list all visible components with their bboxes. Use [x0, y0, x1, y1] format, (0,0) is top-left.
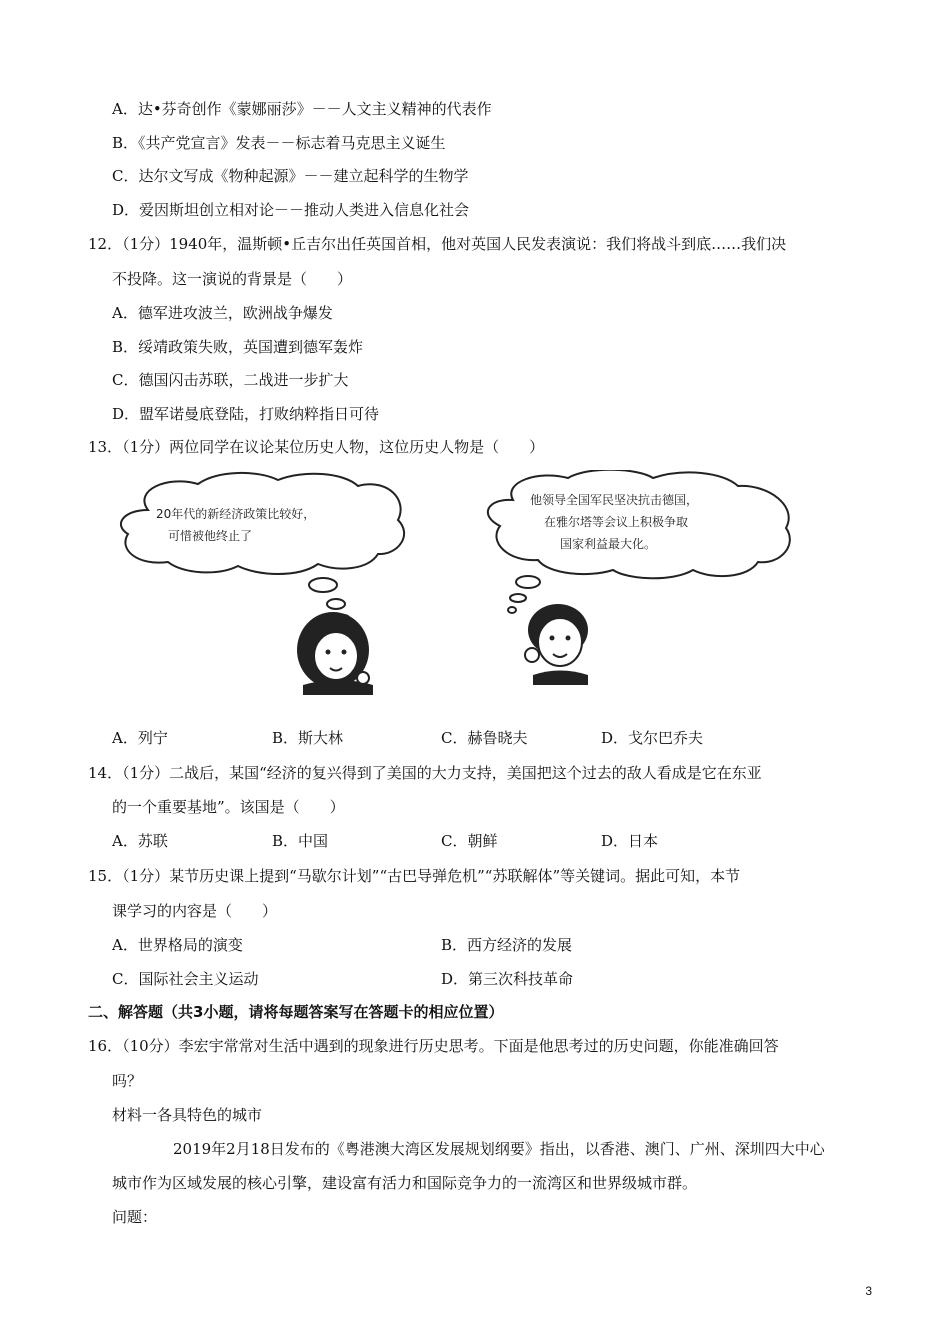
- q12-option-a: A．德军进攻波兰，欧洲战争爆发: [112, 304, 333, 322]
- q15-option-b: B．西方经济的发展: [441, 936, 573, 954]
- q14-option-c: C．朝鲜: [441, 832, 498, 850]
- cartoon-illustration: [108, 470, 808, 695]
- q16-question-label: 问题：: [112, 1208, 158, 1226]
- q11-option-d: D．爱因斯坦创立相对论－－推动人类进入信息化社会: [112, 201, 470, 219]
- q15-stem-line2: 课学习的内容是（ ）: [112, 902, 278, 920]
- right-bubble-line1: 他领导全国军民坚决抗击德国，: [530, 493, 699, 507]
- right-bubble-line3: 国家利益最大化。: [560, 537, 657, 551]
- boy-student-figure: [525, 604, 588, 685]
- q12-stem-line1: 12．（1分）1940年，温斯顿•丘吉尔出任英国首相，他对英国人民发表演说：我们将战斗到底……我们决: [88, 235, 787, 253]
- page-number: 3: [865, 1284, 872, 1298]
- right-bubble-line2: 在雅尔塔等会议上积极争取: [544, 515, 689, 529]
- q13-stem: 13．（1分）两位同学在议论某位历史人物，这位历史人物是（ ）: [88, 438, 545, 456]
- q14-stem-line1: 14．（1分）二战后，某国“经济的复兴得到了美国的大力支持，美国把这个过去的敌人看成是它在东亚: [88, 764, 762, 782]
- q15-option-d: D．第三次科技革命: [441, 970, 574, 988]
- q12-option-b: B．绥靖政策失败，英国遭到德军轰炸: [112, 338, 364, 356]
- q12-option-c: C．德国闪击苏联，二战进一步扩大: [112, 371, 349, 389]
- left-speech-bubble: [121, 473, 404, 621]
- q13-option-b: B．斯大林: [272, 729, 344, 747]
- q12-stem-line2: 不投降。这一演说的背景是（ ）: [112, 270, 353, 288]
- q15-stem-line1: 15．（1分）某节历史课上提到“马歇尔计划”“古巴导弹危机”“苏联解体”等关键词。据此可知，本节: [88, 867, 741, 885]
- q11-option-c: C．达尔文写成《物种起源》－－建立起科学的生物学: [112, 167, 469, 185]
- q16-stem-line1: 16．（10分）李宏宇常常对生活中遇到的现象进行历史思考。下面是他思考过的历史问题，你能准确回答: [88, 1037, 779, 1055]
- section2-heading: 二、解答题（共3小题，请将每题答案写在答题卡的相应位置）: [88, 1003, 504, 1021]
- q14-option-a: A．苏联: [112, 832, 168, 850]
- q13-option-a: A．列宁: [112, 729, 168, 747]
- q13-option-d: D．戈尔巴乔夫: [601, 729, 704, 747]
- q11-option-a: A．达•芬奇创作《蒙娜丽莎》－－人文主义精神的代表作: [112, 100, 492, 118]
- q13-option-c: C．赫鲁晓夫: [441, 729, 528, 747]
- q16-stem-line2: 吗？: [112, 1072, 143, 1090]
- q14-stem-line2: 的一个重要基地”。该国是（ ）: [112, 798, 345, 816]
- girl-student-figure: [297, 612, 373, 695]
- q16-material-title: 材料一各具特色的城市: [112, 1106, 263, 1124]
- q12-option-d: D．盟军诺曼底登陆，打败纳粹指日可待: [112, 405, 380, 423]
- q15-option-c: C．国际社会主义运动: [112, 970, 259, 988]
- q16-material-para-line2: 城市作为区域发展的核心引擎，建设富有活力和国际竞争力的一流湾区和世界级城市群。: [112, 1174, 698, 1192]
- left-bubble-line2: 可惜被他终止了: [168, 529, 253, 543]
- q15-option-a: A．世界格局的演变: [112, 936, 243, 954]
- q14-option-b: B．中国: [272, 832, 329, 850]
- q16-material-para-line1: 2019年2月18日发布的《粤港澳大湾区发展规划纲要》指出，以香港、澳门、广州、深圳四大中心: [173, 1140, 825, 1158]
- q11-option-b: B．《共产党宣言》发表－－标志着马克思主义诞生: [112, 134, 446, 152]
- left-bubble-line1: 20年代的新经济政策比较好，: [156, 507, 316, 521]
- q14-option-d: D．日本: [601, 832, 659, 850]
